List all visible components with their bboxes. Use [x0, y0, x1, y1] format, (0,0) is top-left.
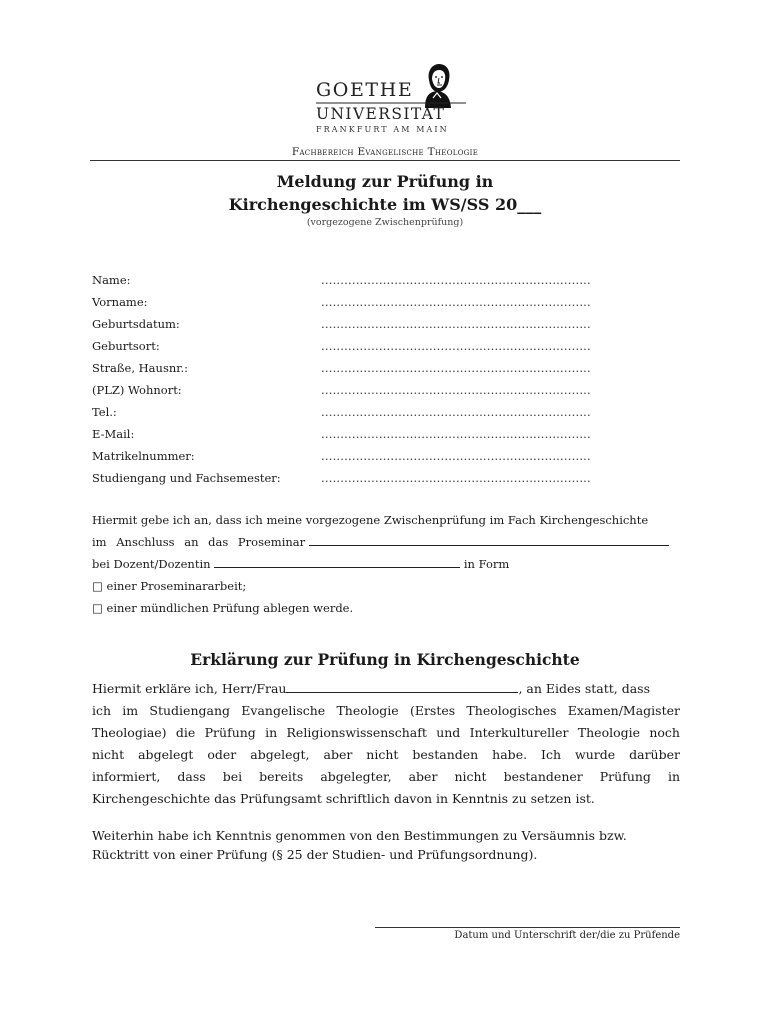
field-label: Matrikelnummer:: [92, 449, 195, 463]
declaration-line1: [92, 678, 680, 700]
registration-line2: [92, 535, 680, 557]
declaration-line3: Theologiae) die Prüfung in Religionswissenschaft und Interkultureller Theologie noch: [92, 725, 680, 740]
birth-place-field[interactable]: ......................................................................: [321, 339, 591, 353]
study-program-field[interactable]: ......................................................................: [321, 471, 591, 485]
logo-divider: [316, 102, 466, 104]
form-row: [92, 449, 652, 471]
email-field[interactable]: ......................................................................: [321, 427, 591, 441]
form-row: [92, 471, 652, 493]
field-label: Geburtsort:: [92, 339, 160, 353]
field-label: Name:: [92, 273, 131, 287]
university-logo: [316, 62, 476, 138]
field-label: (PLZ) Wohnort:: [92, 383, 182, 397]
matriculation-number-field[interactable]: ......................................................................: [321, 449, 591, 463]
lecturer-blank[interactable]: [214, 557, 460, 568]
document-title-line1: Meldung zur Prüfung in: [276, 172, 494, 191]
form-row: [92, 339, 652, 361]
withdrawal-paragraph: Weiterhin habe ich Kenntnis genommen von den Bestimmungen zu Versäumnis bzw. Rücktritt von einer Prüfung (§ 25 der Studien- und Prüfungsordnung).: [92, 828, 627, 862]
logo-text-universitaet: UNIVERSITÄT: [316, 105, 446, 123]
field-label: Straße, Hausnr.:: [92, 361, 189, 375]
form-label: in Form: [463, 557, 510, 571]
option-seminar-paper[interactable]: □ einer Proseminararbeit;: [92, 579, 247, 593]
proseminar-label: im Anschluss an das Proseminar: [92, 535, 306, 549]
field-label: Geburtsdatum:: [92, 317, 180, 331]
form-row: [92, 295, 652, 317]
first-name-field[interactable]: ......................................................................: [321, 295, 591, 309]
logo-text-goethe: GOETHE: [316, 79, 414, 101]
registration-line3: [92, 557, 680, 579]
form-row: [92, 273, 652, 295]
city-field[interactable]: ......................................................................: [321, 383, 591, 397]
field-label: Tel.:: [92, 405, 117, 419]
document-title-line2: Kirchengeschichte im WS/SS 20___: [228, 195, 542, 214]
birth-date-field[interactable]: ......................................................................: [321, 317, 591, 331]
phone-field[interactable]: ......................................................................: [321, 405, 591, 419]
declaration-name-label: Hiermit erkläre ich, Herr/Frau: [92, 681, 287, 696]
declaration-line5: informiert, dass bei bereits abgelegter, aber nicht bestandener Prüfung in: [92, 769, 680, 784]
lecturer-label: bei Dozent/Dozentin: [92, 557, 211, 571]
proseminar-blank[interactable]: [309, 535, 669, 546]
form-row: [92, 405, 652, 427]
declaration-oath-text: , an Eides statt, dass: [518, 681, 650, 696]
declaration-paragraph: [92, 678, 680, 810]
declarant-name-blank[interactable]: [286, 682, 518, 693]
option-oral-exam[interactable]: □ einer mündlichen Prüfung ablegen werde.: [92, 601, 354, 615]
form-row: [92, 361, 652, 383]
faculty-name: Fachbereich Evangelische Theologie: [291, 146, 479, 158]
signature-label: Datum und Unterschrift der/die zu Prüfende: [454, 930, 680, 941]
declaration-line4: nicht abgelegt oder abgelegt, aber nicht bestanden habe. Ich wurde darüber: [92, 747, 680, 762]
form-row: [92, 427, 652, 449]
form-row: [92, 383, 652, 405]
personal-data-form: [92, 273, 652, 493]
signature-line[interactable]: [375, 927, 680, 928]
registration-paragraph: [92, 513, 680, 623]
header-divider: [90, 160, 680, 161]
logo-text-city: FRANKFURT AM MAIN: [316, 125, 449, 134]
registration-line1: Hiermit gebe ich an, dass ich meine vorgezogene Zwischenprüfung im Fach Kirchengeschichte: [92, 513, 649, 527]
field-label: Vorname:: [92, 295, 148, 309]
field-label: E-Mail:: [92, 427, 135, 441]
field-label: Studiengang und Fachsemester:: [92, 471, 281, 485]
declaration-heading: Erklärung zur Prüfung in Kirchengeschichte: [190, 650, 580, 669]
document-subtitle: (vorgezogene Zwischenprüfung): [306, 217, 464, 228]
declaration-line6: Kirchengeschichte das Prüfungsamt schriftlich davon in Kenntnis zu setzen ist.: [92, 791, 595, 806]
form-row: [92, 317, 652, 339]
declaration-line2: ich im Studiengang Evangelische Theologie (Erstes Theologisches Examen/Magister: [92, 703, 680, 718]
street-field[interactable]: ......................................................................: [321, 361, 591, 375]
name-field[interactable]: ......................................................................: [321, 273, 591, 287]
